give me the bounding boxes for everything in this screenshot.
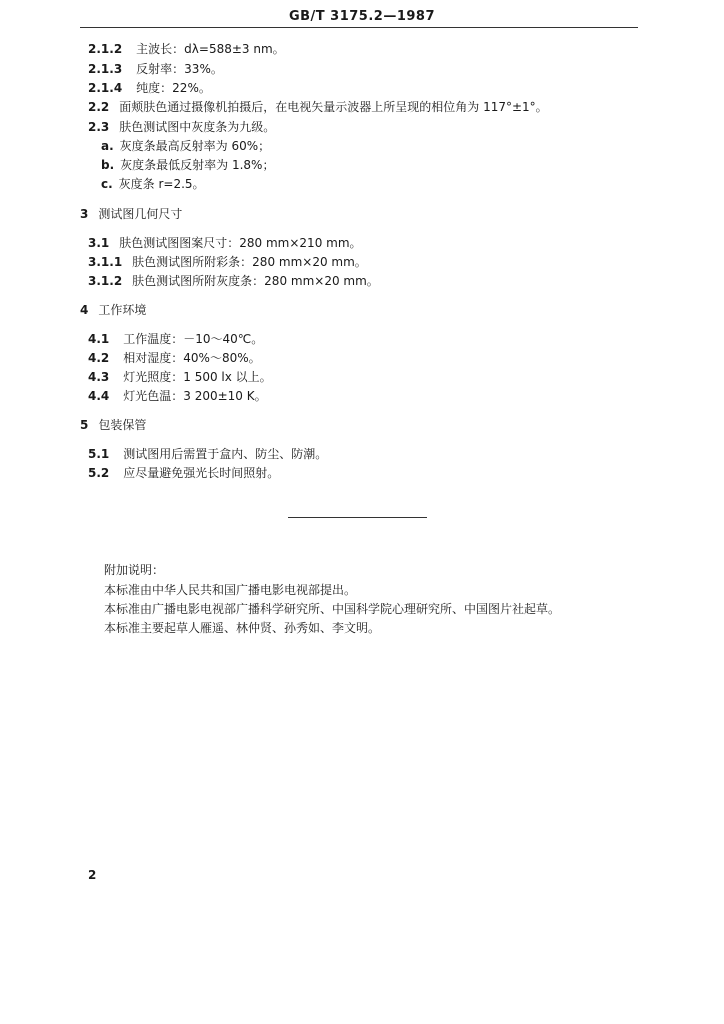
page-number: 2 (88, 868, 97, 882)
clause-number: 2.2 (88, 100, 110, 114)
section-4-title (80, 302, 146, 318)
notes-line-2: 本标准由广播电影电视部广播科学研究所、中国科学院心理研究所、中国图片社起草。 (104, 602, 561, 616)
section-heading: 包装保管 (98, 418, 147, 432)
list-marker: b. (101, 158, 115, 172)
clause-text: 反射率：33%。 (136, 62, 223, 76)
clause-2-1-4 (88, 80, 211, 96)
clause-number: 2.1.2 (88, 42, 123, 56)
clause-text: 纯度：22%。 (136, 81, 211, 95)
clause-number: 4.2 (88, 351, 110, 365)
clause-number: 3.1 (88, 236, 110, 250)
clause-text: 相对湿度：40%～80%。 (123, 351, 261, 365)
list-text: 灰度条最低反射率为 1.8%； (120, 158, 275, 172)
clause-2-2 (88, 99, 548, 115)
clause-number: 2.1.4 (88, 81, 123, 95)
list-text: 灰度条最高反射率为 60%； (119, 139, 271, 153)
section-number: 3 (80, 207, 89, 221)
clause-5-1 (88, 446, 327, 462)
notes-title: 附加说明： (104, 563, 165, 577)
section-number: 4 (80, 303, 89, 317)
clause-3-1-2 (88, 273, 379, 289)
clause-4-4 (88, 388, 267, 404)
section-heading: 测试图几何尺寸 (98, 207, 183, 221)
clause-number: 3.1.1 (88, 255, 123, 269)
clause-number: 4.4 (88, 389, 110, 403)
clause-text: 应尽量避免强光长时间照射。 (123, 466, 280, 480)
section-heading: 工作环境 (98, 303, 147, 317)
clause-4-1 (88, 331, 263, 347)
clause-2-1-3 (88, 61, 223, 77)
clause-3-1-1 (88, 254, 367, 270)
clause-number: 4.1 (88, 332, 110, 346)
clause-text: 工作温度：－10～40℃。 (123, 332, 264, 346)
clause-4-2 (88, 350, 261, 366)
clause-text: 面颊肤色通过摄像机拍摄后，在电视矢量示波器上所呈现的相位角为 117°±1°。 (119, 100, 548, 114)
end-rule (288, 517, 427, 518)
clause-2-3 (88, 119, 275, 135)
clause-text: 肤色测试图中灰度条为九级。 (119, 120, 276, 134)
clause-number: 5.1 (88, 447, 110, 461)
clause-number: 4.3 (88, 370, 110, 384)
clause-text: 肤色测试图所附彩条：280 mm×20 mm。 (132, 255, 367, 269)
clause-text: 主波长：dλ=588±3 nm。 (136, 42, 285, 56)
clause-3-1 (88, 235, 362, 251)
section-number: 5 (80, 418, 89, 432)
clause-text: 肤色测试图所附灰度条：280 mm×20 mm。 (132, 274, 379, 288)
list-marker: a. (101, 139, 114, 153)
clause-number: 2.1.3 (88, 62, 123, 76)
list-text: 灰度条 r=2.5。 (118, 177, 205, 191)
list-item-b (101, 157, 274, 173)
section-5-title (80, 417, 146, 433)
clause-text: 灯光照度：1 500 lx 以上。 (123, 370, 272, 384)
clause-number: 2.3 (88, 120, 110, 134)
standard-code: GB/T 3175.2—1987 (288, 9, 436, 24)
clause-text: 灯光色温：3 200±10 K。 (123, 389, 267, 403)
section-3-title (80, 206, 182, 222)
clause-4-3 (88, 369, 272, 385)
notes-line-1: 本标准由中华人民共和国广播电影电视部提出。 (104, 583, 357, 597)
clause-number: 3.1.2 (88, 274, 123, 288)
clause-2-1-2 (88, 41, 285, 57)
clause-5-2 (88, 465, 279, 481)
list-item-c (101, 176, 205, 192)
list-item-a (101, 138, 270, 154)
clause-text: 测试图用后需置于盒内、防尘、防潮。 (123, 447, 328, 461)
clause-number: 5.2 (88, 466, 110, 480)
notes-line-3: 本标准主要起草人雁遥、林仲贤、孙秀如、李文明。 (104, 621, 381, 635)
list-marker: c. (101, 177, 113, 191)
clause-text: 肤色测试图图案尺寸：280 mm×210 mm。 (119, 236, 362, 250)
header-rule (80, 27, 638, 28)
